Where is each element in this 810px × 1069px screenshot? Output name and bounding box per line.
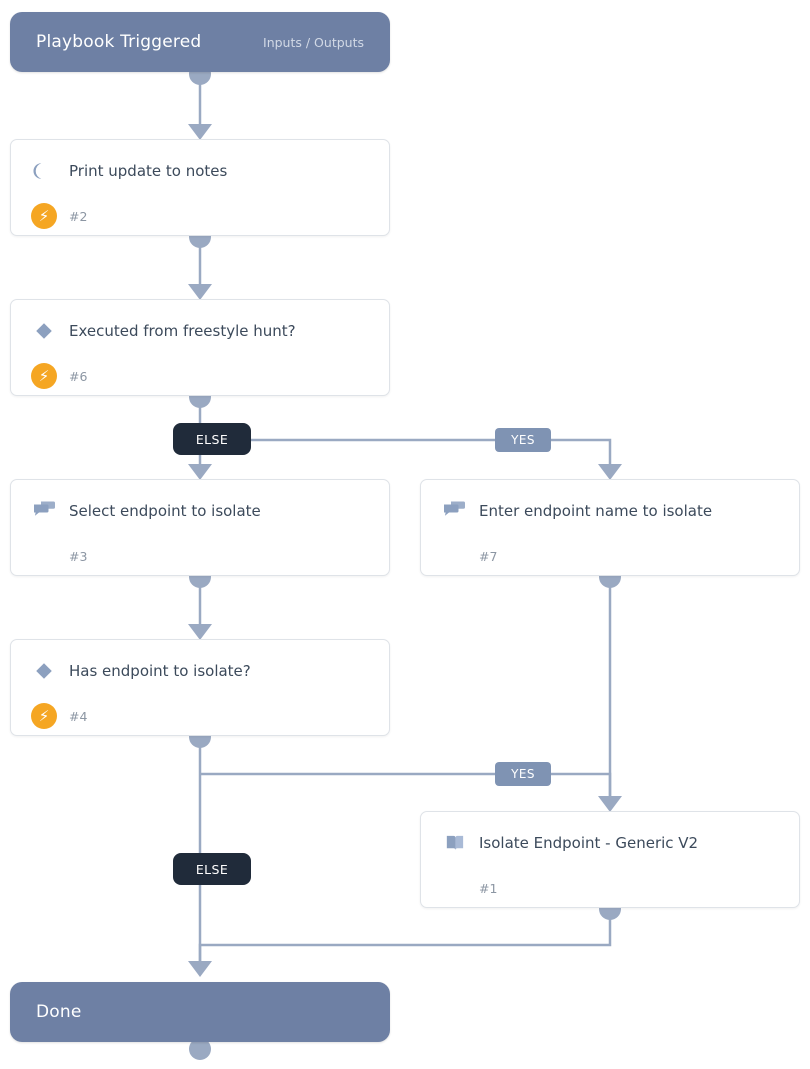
node-done[interactable] <box>10 982 390 1042</box>
automation-bolt-icon: ⚡ <box>29 201 59 231</box>
node-isolate-endpoint-generic-v2[interactable] <box>420 811 800 908</box>
node-header <box>421 480 799 526</box>
node-label: Has endpoint to isolate? <box>69 662 251 681</box>
node-title: Playbook Triggered <box>36 32 202 52</box>
node-print-update-to-notes[interactable] <box>10 139 390 236</box>
edge-label-else-1[interactable]: ELSE <box>173 423 251 455</box>
edge-label-else-2[interactable]: ELSE <box>173 853 251 885</box>
node-index: #7 <box>479 548 498 564</box>
edge-label-yes-2[interactable]: YES <box>495 762 551 786</box>
node-footer <box>11 526 389 576</box>
node-enter-endpoint-name-to-isolate[interactable] <box>420 479 800 576</box>
node-index: #2 <box>69 208 88 224</box>
node-label: Print update to notes <box>69 162 228 181</box>
node-label: Select endpoint to isolate <box>69 502 261 521</box>
node-footer <box>421 526 799 576</box>
node-index: #4 <box>69 708 88 724</box>
automation-bolt-icon: ⚡ <box>29 701 59 731</box>
node-label: Isolate Endpoint - Generic V2 <box>479 834 699 853</box>
automation-bolt-icon: ⚡ <box>29 361 59 391</box>
node-playbook-triggered[interactable] <box>10 12 390 72</box>
bolt-placeholder <box>439 541 469 571</box>
diamond-condition-icon <box>29 656 59 686</box>
chat-bubbles-icon <box>29 496 59 526</box>
node-index: #1 <box>479 880 498 896</box>
book-icon <box>439 828 469 858</box>
edge-label-yes-1[interactable]: YES <box>495 428 551 452</box>
node-label: Executed from freestyle hunt? <box>69 322 296 341</box>
bolt-placeholder <box>439 873 469 903</box>
node-header <box>421 812 799 858</box>
node-executed-from-freestyle-hunt[interactable] <box>10 299 390 396</box>
inputs-outputs-link[interactable]: Inputs / Outputs <box>263 34 364 50</box>
node-header <box>11 480 389 526</box>
node-has-endpoint-to-isolate[interactable] <box>10 639 390 736</box>
bolt-placeholder <box>29 541 59 571</box>
node-index: #6 <box>69 368 88 384</box>
diamond-condition-icon <box>29 316 59 346</box>
node-header <box>11 140 389 186</box>
node-footer <box>11 686 389 736</box>
node-header <box>11 640 389 686</box>
node-footer <box>11 186 389 236</box>
node-title: Done <box>36 1002 82 1022</box>
node-footer <box>421 858 799 908</box>
chat-bubbles-icon <box>439 496 469 526</box>
node-footer <box>11 346 389 396</box>
node-select-endpoint-to-isolate[interactable] <box>10 479 390 576</box>
node-header <box>11 300 389 346</box>
node-label: Enter endpoint name to isolate <box>479 502 713 521</box>
node-index: #3 <box>69 548 88 564</box>
moon-icon <box>29 156 59 186</box>
